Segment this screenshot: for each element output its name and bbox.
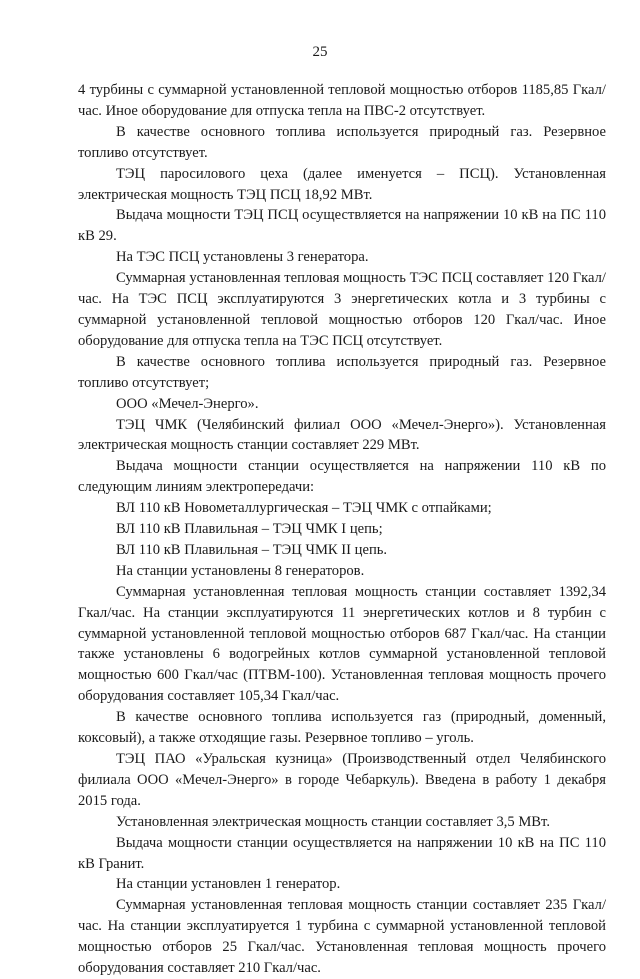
paragraph: В качестве основного топлива используется природный газ. Резервное топливо отсутствует;	[78, 353, 606, 391]
paragraph: На станции установлены 8 генераторов.	[116, 562, 365, 579]
paragraph: Выдача мощности ТЭЦ ПСЦ осуществляется на напряжении 10 кВ на ПС 110 кВ 29.	[78, 207, 606, 245]
paragraph: На станции установлен 1 генератор.	[116, 876, 341, 893]
paragraph: На ТЭС ПСЦ установлены 3 генератора.	[116, 249, 369, 266]
paragraph: ООО «Мечел-Энерго».	[116, 395, 259, 412]
paragraph: Выдача мощности станции осуществляется на напряжении 110 кВ по следующим линиям электропередачи:	[78, 458, 606, 496]
paragraph: Суммарная установленная тепловая мощность станции составляет 235 Гкал/час. На станции эксплуатируется 1 турбина с суммарной установленной тепловой мощностью отборов 25 Гкал/час. Установленная тепловая мощность прочего оборудования составляет 210 Гкал/час.	[78, 897, 606, 977]
paragraph: Установленная электрическая мощность станции составляет 3,5 МВт.	[116, 813, 550, 830]
list-item: ВЛ 110 кВ Новометаллургическая – ТЭЦ ЧМК с отпайками;	[116, 500, 492, 517]
paragraph: ТЭЦ ПАО «Уральская кузница» (Производственный отдел Челябинского филиала ООО «Мечел-Энерго» в городе Чебаркуль). Введена в работу 1 декабря 2015 года.	[78, 751, 606, 809]
paragraph: В качестве основного топлива используется природный газ. Резервное топливо отсутствует.	[78, 123, 606, 161]
paragraph: В качестве основного топлива используется газ (природный, доменный, коксовый), а также отходящие газы. Резервное топливо – уголь.	[78, 709, 606, 747]
list-item: ВЛ 110 кВ Плавильная – ТЭЦ ЧМК I цепь;	[116, 521, 383, 538]
paragraph: ТЭЦ паросилового цеха (далее именуется – ПСЦ). Установленная электрическая мощность ТЭЦ ПСЦ 18,92 МВт.	[78, 165, 606, 203]
paragraph: Выдача мощности станции осуществляется на напряжении 10 кВ на ПС 110 кВ Гранит.	[78, 834, 606, 872]
paragraph: Суммарная установленная тепловая мощность ТЭС ПСЦ составляет 120 Гкал/час. На ТЭС ПСЦ эксплуатируются 3 энергетических котла и 3 турбины с суммарной установленной тепловой мощностью отборов 120 Гкал/час. Иное оборудование для отпуска тепла на ТЭС ПСЦ отсутствует.	[78, 270, 606, 349]
body-text	[78, 80, 606, 979]
list-item: ВЛ 110 кВ Плавильная – ТЭЦ ЧМК II цепь.	[116, 541, 388, 558]
paragraph: ТЭЦ ЧМК (Челябинский филиал ООО «Мечел-Энерго»). Установленная электрическая мощность станции составляет 229 МВт.	[78, 416, 606, 454]
paragraph: 4 турбины с суммарной установленной тепловой мощностью отборов 1185,85 Гкал/час. Иное оборудование для отпуска тепла на ПВС-2 отсутствует.	[78, 82, 606, 119]
page-number: 25	[312, 44, 328, 60]
paragraph: Суммарная установленная тепловая мощность станции составляет 1392,34 Гкал/час. На станции эксплуатируются 11 энергетических котлов и 8 турбин с суммарной установленной тепловой мощностью отборов 687 Гкал/час. На станции также установлены 6 водогрейных котлов суммарной установленной тепловой мощностью 600 Гкал/час (ПТВМ-100). Установленная тепловая мощность прочего оборудования составляет 105,34 Гкал/час.	[78, 583, 606, 705]
